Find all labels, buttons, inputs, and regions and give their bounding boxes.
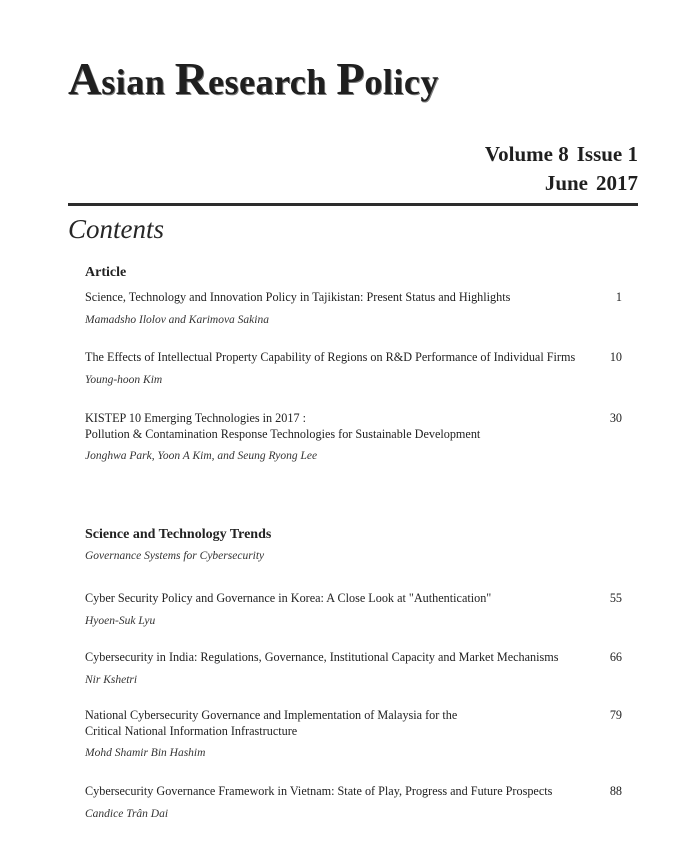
volume-issue-line (485, 140, 638, 169)
header-divider (68, 203, 638, 206)
toc-entry[interactable] (85, 591, 625, 629)
entry-title: The Effects of Intellectual Property Capability of Regions on R&D Performance of Individual Firms (85, 350, 576, 364)
journal-title (68, 53, 439, 104)
entry-authors: Candice Trân Dai (85, 807, 169, 820)
entry-title: Cybersecurity in India: Regulations, Governance, Institutional Capacity and Market Mechanisms (85, 650, 559, 664)
title-word-asian: Asian (68, 53, 175, 104)
entry-page-number: 10 (609, 350, 622, 364)
entry-title-line-2: Critical National Information Infrastructure (85, 723, 298, 738)
entry-page-number: 79 (609, 708, 622, 722)
toc-entry[interactable] (85, 411, 625, 464)
entry-authors: Jonghwa Park, Yoon A Kim, and Seung Ryong Lee (85, 450, 318, 462)
date-line (485, 169, 638, 198)
toc-entry[interactable] (85, 784, 625, 822)
entry-title-line-1: KISTEP 10 Emerging Technologies in 2017 : (85, 411, 306, 425)
toc-entry[interactable] (85, 350, 625, 388)
title-word-research: Research (174, 53, 337, 104)
toc-entry[interactable] (85, 290, 625, 328)
toc-entry[interactable] (85, 650, 625, 688)
entry-page-number: 55 (609, 591, 622, 605)
month: June (544, 171, 588, 195)
entry-authors: Hyoen-Suk Lyu (85, 614, 156, 627)
entry-authors: Mohd Shamir Bin Hashim (85, 747, 206, 759)
entry-title-line-1: National Cybersecurity Governance and Implementation of Malaysia for the (85, 708, 458, 722)
entry-authors: Mamadsho Ilolov and Karimova Sakina (85, 313, 269, 326)
entry-authors: Young-hoon Kim (85, 373, 163, 386)
entry-title: Science, Technology and Innovation Policy in Tajikistan: Present Status and Highlights (85, 290, 511, 304)
section-label-article: Article (85, 265, 127, 280)
entry-page-number: 88 (609, 784, 622, 798)
toc-entry[interactable] (85, 708, 625, 761)
issue-info (485, 140, 638, 198)
section-subtitle: Governance Systems for Cybersecurity (85, 550, 265, 562)
entry-title-line-2: Pollution & Contamination Response Technologies for Sustainable Development (85, 426, 481, 441)
entry-page-number: 30 (609, 411, 622, 425)
entry-authors: Nir Kshetri (85, 673, 138, 686)
issue: Issue 1 (576, 142, 638, 166)
year: 2017 (596, 171, 638, 195)
entry-page-number: 66 (609, 650, 622, 664)
volume: Volume 8 (484, 142, 569, 166)
entry-title: Cybersecurity Governance Framework in Vietnam: State of Play, Progress and Future Prospects (85, 784, 553, 798)
entry-title: Cyber Security Policy and Governance in Korea: A Close Look at "Authentication" (85, 591, 492, 605)
section-label-st-trends: Science and Technology Trends (85, 527, 272, 542)
title-word-policy: Policy (336, 53, 439, 104)
entry-page-number: 1 (615, 290, 622, 304)
contents-heading: Contents (68, 214, 165, 244)
